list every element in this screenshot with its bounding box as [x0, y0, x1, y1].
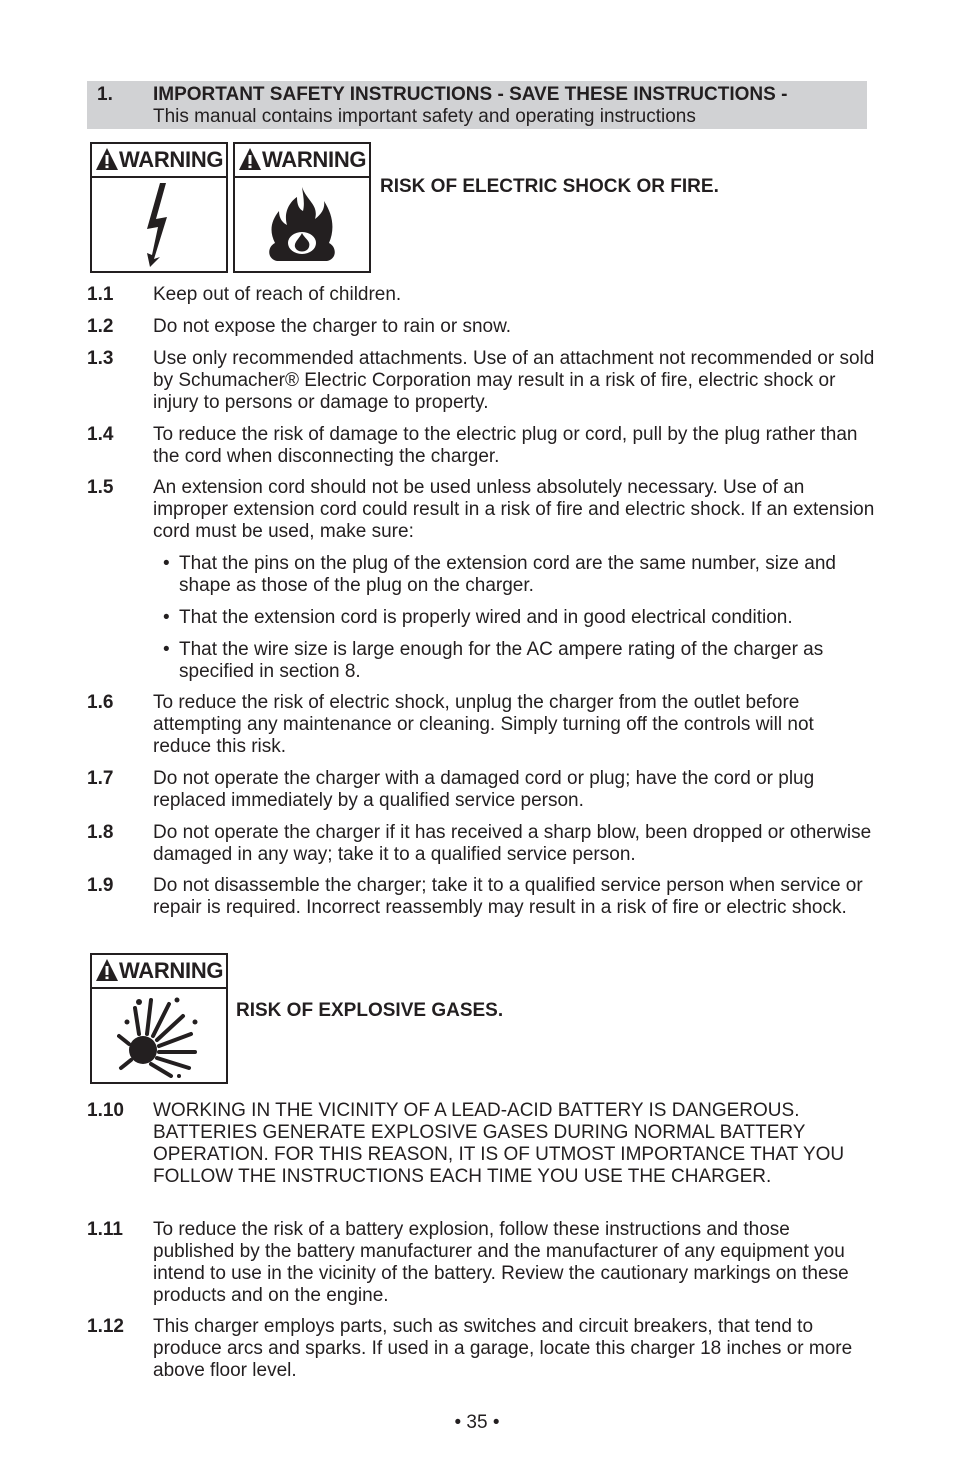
warning-label: WARNING: [262, 147, 367, 172]
item-text: Do not operate the charger with a damaged cord or plug; have the cord or plug replaced immediately by a qualified service person.: [153, 768, 815, 811]
warning-box-fire: [233, 142, 371, 273]
exclamation-triangle-icon: [238, 147, 262, 171]
bullet-text: That the pins on the plug of the extension cord are the same number, size and shape as those of the plug on the charger.: [179, 553, 836, 596]
risk-shock-fire-heading: RISK OF ELECTRIC SHOCK OR FIRE.: [380, 176, 719, 197]
section-number: 1.: [97, 84, 113, 105]
list-item: [87, 1100, 877, 1210]
item-text: Use only recommended attachments. Use of an attachment not recommended or sold by Schumacher® Electric Corporation may result in a risk of fire, electric shock or injury to persons or damage to property.: [153, 348, 875, 413]
item-text: Keep out of reach of children.: [153, 284, 402, 305]
list-item: [87, 822, 877, 866]
list-item: [87, 692, 877, 758]
bullet-text: That the extension cord is properly wired and in good electrical condition.: [179, 607, 793, 628]
item-number: 1.11: [87, 1219, 123, 1240]
electric-shock-icon: [134, 183, 184, 267]
list-item: [87, 477, 877, 543]
item-number: 1.9: [87, 875, 114, 896]
item-number: 1.12: [87, 1316, 124, 1337]
list-item: [87, 284, 877, 306]
explosion-icon: [117, 994, 201, 1078]
item-text: To reduce the risk of a battery explosion, follow these instructions and those published by the battery manufacturer and the manufacturer of any equipment you intend to use in the vicinity of the battery. Review the cautionary markings on these products and on the engine.: [153, 1219, 849, 1306]
item-text: Do not disassemble the charger; take it to a qualified service person when service or repair is required. Incorrect reassembly may result in a risk of fire or electric shock.: [153, 875, 863, 918]
bullet-mark: •: [163, 639, 170, 660]
warning-header: [92, 144, 226, 178]
list-item: [87, 768, 877, 812]
list-item: [87, 1316, 877, 1382]
item-text: Do not operate the charger if it has received a sharp blow, been dropped or otherwise damaged in any way; take it to a qualified service person.: [153, 822, 872, 865]
bullet-text: That the wire size is large enough for the AC ampere rating of the charger as specified in section 8.: [179, 639, 824, 682]
item-text: To reduce the risk of electric shock, unplug the charger from the outlet before attempting any maintenance or cleaning. Simply turning off the controls will not reduce this risk.: [153, 692, 814, 757]
warning-label: WARNING: [119, 147, 224, 172]
item-number: 1.10: [87, 1100, 124, 1121]
bullet-mark: •: [163, 553, 170, 574]
bullet-item: [163, 607, 873, 629]
item-text: To reduce the risk of damage to the electric plug or cord, pull by the plug rather than the cord when disconnecting the charger.: [153, 424, 858, 467]
risk-explosive-heading: RISK OF EXPLOSIVE GASES.: [236, 1000, 504, 1021]
warning-label: WARNING: [119, 958, 224, 983]
item-number: 1.5: [87, 477, 114, 498]
section-header: [87, 81, 867, 129]
item-text: An extension cord should not be used unless absolutely necessary. Use of an improper extension cord could result in a risk of fire and electric shock. If an extension cord must be used, make sure:: [153, 477, 875, 542]
list-item: [87, 875, 877, 941]
item-number: 1.7: [87, 768, 114, 789]
item-number: 1.8: [87, 822, 114, 843]
item-number: 1.2: [87, 316, 114, 337]
warning-box-explosion: [90, 953, 228, 1084]
item-number: 1.3: [87, 348, 114, 369]
warning-header: [92, 955, 226, 989]
page-number: • 35 •: [454, 1412, 500, 1433]
bullet-item: [163, 639, 873, 683]
fire-icon: [267, 187, 337, 263]
item-text: WORKING IN THE VICINITY OF A LEAD-ACID BATTERY IS DANGEROUS. BATTERIES GENERATE EXPLOSIVE GASES DURING NORMAL BATTERY OPERATION. FOR THIS REASON, IT IS OF UTMOST IMPORTANCE THAT YOU FOLLOW THE INSTRUCTIONS EACH TIME YOU USE THE CHARGER.: [153, 1100, 845, 1187]
item-number: 1.4: [87, 424, 114, 445]
section-subtitle: This manual contains important safety and operating instructions: [153, 106, 696, 127]
section-title: IMPORTANT SAFETY INSTRUCTIONS - SAVE THESE INSTRUCTIONS -: [153, 84, 788, 105]
item-number: 1.1: [87, 284, 114, 305]
list-item: [87, 424, 877, 468]
bullet-mark: •: [163, 607, 170, 628]
exclamation-triangle-icon: [95, 147, 119, 171]
warning-box-shock: [90, 142, 228, 273]
bullet-item: [163, 553, 873, 597]
exclamation-triangle-icon: [95, 958, 119, 982]
list-item: [87, 1219, 877, 1307]
list-item: [87, 348, 877, 414]
item-number: 1.6: [87, 692, 114, 713]
list-item: [87, 316, 877, 338]
item-text: This charger employs parts, such as switches and circuit breakers, that tend to produce arcs and sparks. If used in a garage, locate this charger 18 inches or more above floor level.: [153, 1316, 853, 1381]
warning-header: [235, 144, 369, 178]
item-text: Do not expose the charger to rain or snow.: [153, 316, 512, 337]
